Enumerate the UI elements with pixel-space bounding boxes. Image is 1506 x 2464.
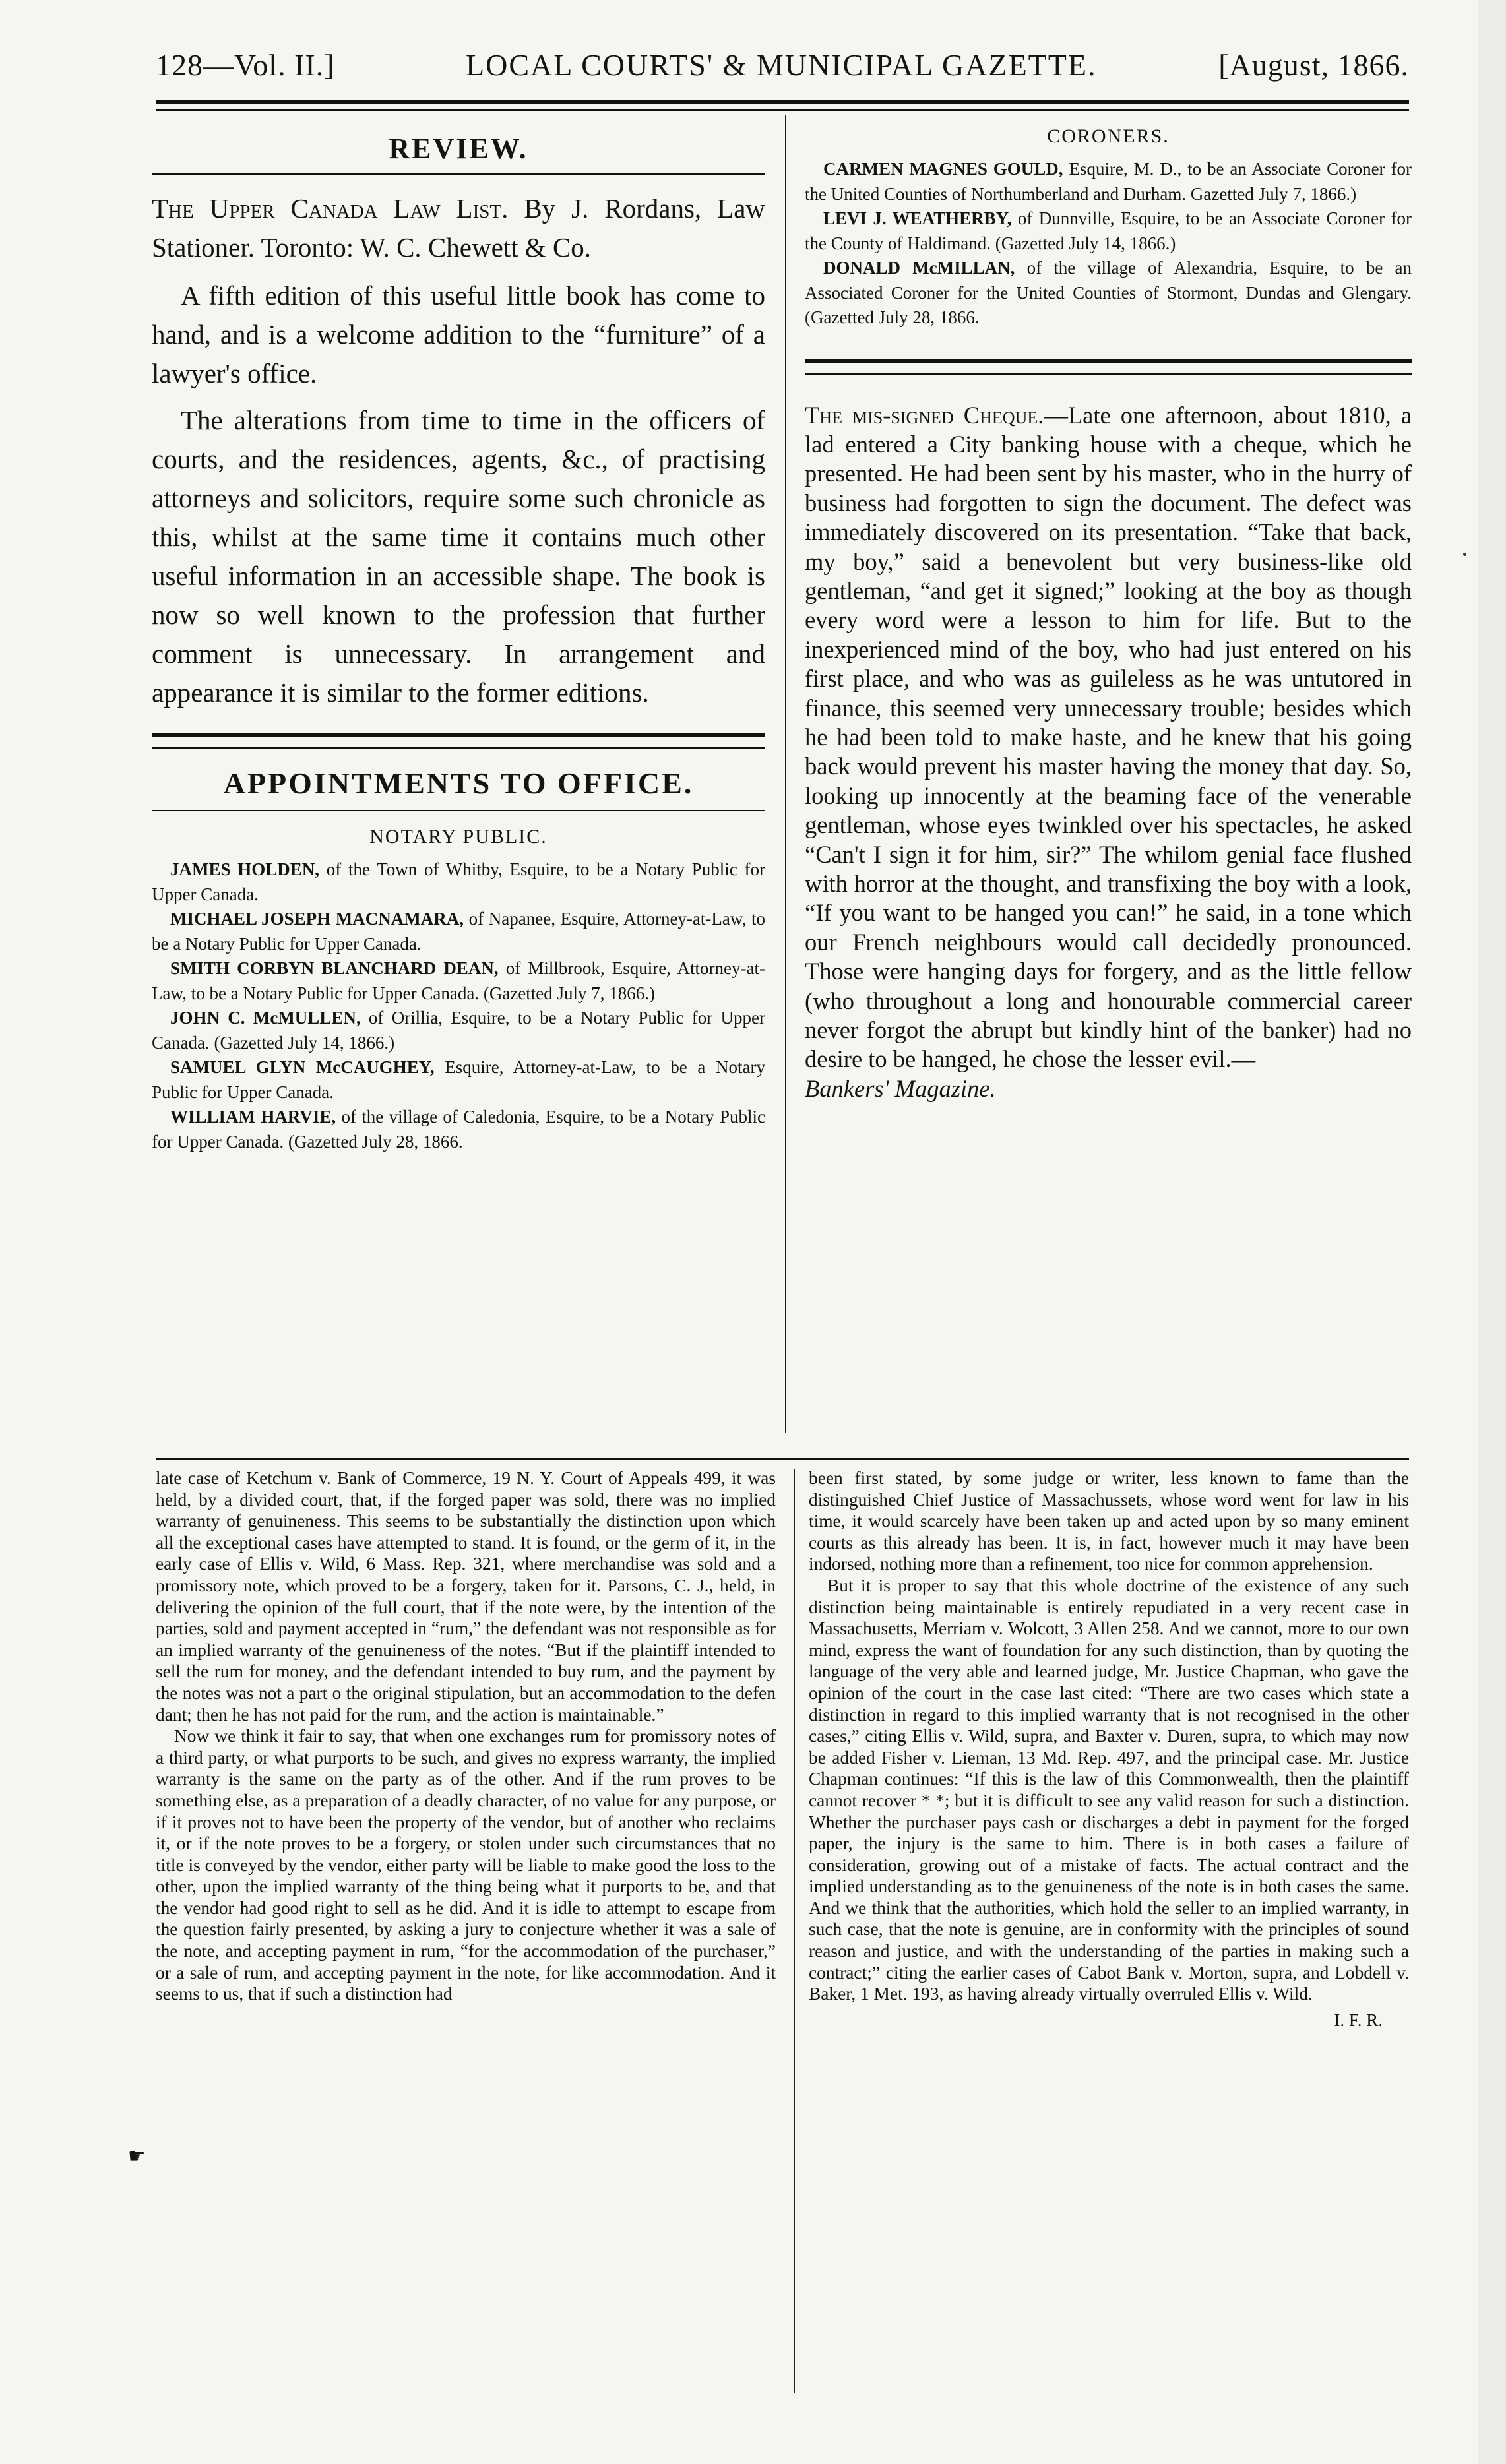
coroners-section	[805, 125, 1412, 330]
lower-right-column	[809, 1467, 1409, 2031]
appointments-heading-rule	[152, 810, 765, 811]
cheque-body: —Late one afternoon, about 1810, a lad entered a City banking house with a cheque, which he presented. He had been sent by his master, who in the hurry of business had forgotten to sign the document. The defect was immediately discovered on its presentation. “Take that back, my boy,” said a benevolent but very business-like old gentleman, “and get it signed;” looking at the boy as though every word were a lesson to him for life. But to the inexperienced mind of the boy, who had just entered on his first place, and who was as guileless as he was untutored in finance, this seemed very unnecessary trouble; besides which he had been told to make haste, and he knew that his going back would prevent his master having the money that day. So, looking up innocently at the beaming face of the venerable gentleman, whose eyes twinkled over his spectacles, he asked “Can't I sign it for him, sir?” The whilom genial face flushed with horror at the thought, and transfixing the boy with a look, “If you want to be hanged you can!” he said, in a tone which our French neighbours would call decidedly pronounced. Those were hanging days for forgery, and as the little fellow (who throughout a long and honourable commercial career never forgot the abrupt but kindly hint of the banker) had no desire to be hanged, he chose the lesser evil.—	[805, 401, 1412, 1073]
notary-entry: SAMUEL GLYN McCAUGHEY, Esquire, Attorney-at-Law, to be a Notary Public for Upper Canada.	[152, 1057, 765, 1102]
header-rule-thin	[156, 109, 1409, 111]
appointments-heading: APPOINTMENTS TO OFFICE.	[223, 766, 694, 800]
notary-entry: JAMES HOLDEN, of the Town of Whitby, Esquire, to be a Notary Public for Upper Canada.	[152, 859, 765, 904]
lower-left-column	[156, 1467, 776, 2005]
right-column	[805, 125, 1412, 1103]
column-divider-lower	[794, 1469, 795, 2393]
lower-right-paragraph-1: been first stated, by some judge or writer, less known to fame than the distinguished Chief Justice of Massachussets, whose word went for law in his time, it would scarcely have been taken up and acted upon by so many eminent courts as this already has been. It is, in fact, however much it may have been indorsed, nothing more than a refinement, too nice for common apprehension.	[809, 1468, 1409, 1574]
publication-title: LOCAL COURTS' & MUNICIPAL GAZETTE.	[466, 48, 1097, 82]
left-column	[152, 125, 765, 1154]
cheque-paragraph	[805, 401, 1412, 1074]
cheque-source: Bankers' Magazine.	[805, 1074, 996, 1102]
review-book-title: The Upper Canada Law List.	[152, 193, 509, 224]
footer-mark: —	[719, 2434, 732, 2448]
notary-public-section	[152, 826, 765, 1154]
notary-entry: WILLIAM HARVIE, of the village of Caledonia, Esquire, to be a Notary Public for Upper Canada. (Gazetted July 28, 1866.	[152, 1107, 765, 1152]
author-signature: I. F. R.	[1334, 2010, 1383, 2030]
review-book-publisher: By J. Rordans, Law Stationer. Toronto: W. C. Chewett & Co.	[152, 193, 765, 262]
cheque-title: The mis-signed Cheque.	[805, 401, 1044, 429]
coroner-entry: CARMEN MAGNES GOULD, Esquire, M. D., to be an Associate Coroner for the United Counties of Northumberland and Durham. Gazetted July 7, 1866.)	[805, 159, 1412, 204]
lower-right-paragraph-2: But it is proper to say that this whole doctrine of the existence of any such distinction being maintainable is entirely repudiated in a very recent case in Massachusetts, Merriam v. Wolcott, 3 Allen 258. And we cannot, more to our own mind, express the want of foundation for any such distinction, than by quoting the language of the very able and learned judge, Mr. Justice Chapman, who gave the opinion of the court in the case last cited: “There are two cases which state a distinction in regard to this implied warranty that is not recognised in the other cases,” citing Ellis v. Wild, supra, and Baxter v. Duren, supra, to which may now be added Fisher v. Lieman, 13 Md. Rep. 497, and the principal case. Mr. Justice Chapman continues: “If this is the law of this Commonwealth, then the plaintiff cannot recover * *; but it is difficult to see any valid reason for such a distinction. Whether the purchaser pays cash or discharges a debt in payment for the forged paper, the injury is the same to him. There is in both cases a failure of consideration, growing out of a mistake of facts. The actual contract and the implied understanding as to the genuineness of the note is in both cases the same. And we think that the authorities, which hold the seller to an implied warranty, in such case, that the note is genuine, are in conformity with the principles of sound reason and justice, and with the understanding of the parties in making such a contract;” citing the earlier cases of Cabot Bank v. Morton, supra, and Lobdell v. Baker, 1 Met. 193, as having already virtually overruled Ellis v. Wild.	[809, 1575, 1409, 2004]
lower-left-paragraph-1: late case of Ketchum v. Bank of Commerce, 19 N. Y. Court of Appeals 499, it was held, by a divided court, that, if the forged paper was sold, there was no implied warranty of genuineness. This seems to be substantially the distinction upon which all the exceptional cases have attempted to stand. It is found, or the germ of it, in the early case of Ellis v. Wild, 6 Mass. Rep. 321, where merchandise was sold and a promissory note, which proved to be a forgery, taken for it. Parsons, C. J., held, in delivering the opinion of the full court, that if the note were, by the intention of the parties, sold and payment accepted in “rum,” the defendant was not responsible as for an implied warranty of the genuineness of the notes. “But if the plaintiff intended to sell the rum for money, and the defendant intended to buy rum, and the payment by the notes was not a part o the original stipulation, but an accommodation to the defen dant; then he has not paid for the rum, and the action is maintainable.”	[156, 1468, 776, 1725]
notary-entry: MICHAEL JOSEPH MACNAMARA, of Napanee, Esquire, Attorney-at-Law, to be a Notary Public for Upper Canada.	[152, 909, 765, 954]
issue-date: [August, 1866.	[1218, 48, 1409, 82]
coroner-entry: DONALD McMILLAN, of the village of Alexandria, Esquire, to be an Associated Coroner for the United Counties of Stormont, Dundas and Glengary. (Gazetted July 28, 1866.	[805, 258, 1412, 327]
review-book-citation	[152, 189, 765, 267]
review-paragraph-2: The alterations from time to time in the officers of courts, and the residences, agents, &c., of practising attorneys and solicitors, require some such chronicle as this, whilst at the same time it contains much other useful information in an accessible shape. The book is now so well known to the profession that further comment is unnecessary. In arrangement and appearance it is similar to the former editions.	[152, 405, 765, 708]
notary-public-heading: NOTARY PUBLIC.	[369, 826, 548, 847]
margin-mark	[1463, 553, 1466, 556]
section-double-rule	[152, 733, 765, 749]
page-number: 128—Vol. II.]	[156, 48, 335, 82]
coroner-entry: LEVI J. WEATHERBY, of Dunnville, Esquire, to be an Associate Coroner for the County of Haldimand. (Gazetted July 14, 1866.)	[805, 208, 1412, 253]
lower-section-rule	[156, 1458, 1409, 1460]
notary-entry: JOHN C. McMULLEN, of Orillia, Esquire, to be a Notary Public for Upper Canada. (Gazetted July 14, 1866.)	[152, 1008, 765, 1053]
header-rule	[156, 100, 1409, 104]
review-article	[152, 189, 765, 712]
column-divider-upper	[785, 115, 786, 1433]
review-heading: REVIEW.	[389, 133, 528, 165]
review-heading-rule	[152, 173, 765, 175]
page-edge	[1478, 0, 1506, 2464]
cheque-source-line	[805, 1074, 1412, 1103]
section-double-rule	[805, 359, 1412, 375]
page-header	[156, 47, 1409, 94]
lower-left-paragraph-2: Now we think it fair to say, that when one exchanges rum for promissory notes of a third party, or what purports to be such, and gives no express warranty, the implied warranty is the same on the party as of the other. And if the rum proves to be something else, as a preparation of a deadly character, of no value for any purpose, or if it proves not to have been the property of the vendor, but of another who reclaims it, or if the note proves to be a forgery, or stolen under such circumstances that no title is conveyed by the vendor, either party will be liable to make good the loss to the other, upon the implied warranty of the thing being what it purports to be, and that the vendor had good right to sell as he did. And it is idle to attempt to escape from the question fairly presented, by asking a jury to conjecture whether it was a sale of the note, and accepting payment in rum, “for the accommodation of the purchaser,” or a sale of rum, and accepting payment in the note, for like accommodation. And it seems to us, that if such a distinction had	[156, 1726, 776, 2004]
review-paragraph-1: A fifth edition of this useful little book has come to hand, and is a welcome addition to the “furniture” of a lawyer's office.	[152, 280, 765, 388]
mis-signed-cheque-article	[805, 401, 1412, 1104]
pointing-hand-icon: ☛	[128, 2145, 146, 2167]
coroners-heading: CORONERS.	[1047, 125, 1170, 147]
notary-entry: SMITH CORBYN BLANCHARD DEAN, of Millbrook, Esquire, Attorney-at-Law, to be a Notary Public for Upper Canada. (Gazetted July 7, 1866.)	[152, 958, 765, 1003]
